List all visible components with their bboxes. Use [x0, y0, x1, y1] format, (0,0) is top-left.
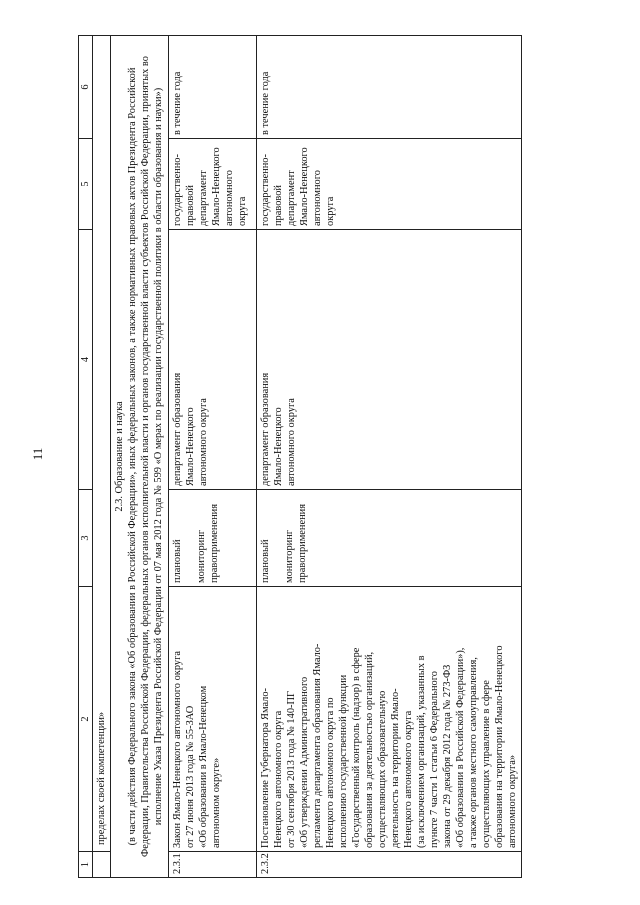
legal-act-cell [169, 587, 257, 852]
column-number: 1 [79, 852, 93, 878]
responsible-line: автономного округа [198, 398, 209, 486]
legal-act-line: «Государственный контроль (надзор) в сфере [351, 647, 362, 848]
co-executor-line: государственно- [260, 154, 271, 226]
blank-line [272, 493, 283, 583]
monitoring-type-line: плановый [260, 539, 271, 583]
co-executor-line: департамент [286, 170, 297, 226]
monitoring-type-line: мониторинг [284, 529, 295, 583]
co-executor-line: департамент [198, 170, 209, 226]
legal-act-line: Постановление Губернатора Ямало- [260, 687, 271, 848]
co-executor-line: правовой [185, 185, 196, 226]
responsible-line: автономного округа [286, 398, 297, 486]
co-executor-line: Ямало-Ненецкого [211, 147, 222, 226]
legal-act-line: образования за деятельностью организаций, [364, 651, 375, 848]
legal-act-line: образования на территории Ямало-Ненецкого [494, 645, 505, 848]
column-number: 6 [79, 36, 93, 139]
legal-act-line: пункте 7 части 1 статьи 6 Федерального [429, 671, 440, 848]
monitoring-type-line: правоприменения [209, 504, 220, 583]
legal-act-line: осуществляющих образовательную [377, 690, 388, 848]
monitoring-type-line: плановый [172, 539, 183, 583]
co-executor-cell [169, 139, 257, 230]
co-executor-line: автономного [224, 170, 235, 226]
monitoring-plan-table [78, 35, 522, 878]
legal-act-line: Ненецкого автономного округа [273, 710, 284, 848]
page-number: 11 [30, 447, 45, 461]
row-number: 2.3.1 [169, 852, 257, 878]
legal-act-line: Ненецкого автономного округа по [325, 697, 336, 848]
legal-act-line: закона от 29 декабря 2012 года № 273-ФЗ [442, 664, 453, 848]
legal-act-line: от 30 сентября 2013 года № 140-ПГ [286, 691, 297, 848]
table-row [257, 36, 522, 878]
legal-act-line: деятельность на территории Ямало- [390, 688, 401, 848]
column-number: 2 [79, 587, 93, 852]
rotated-landscape-page [78, 36, 624, 878]
legal-act-line: «Об образовании в Ямало-Ненецком [198, 685, 209, 848]
row-number: 2.3.2 [257, 852, 522, 878]
column-number-row [79, 36, 93, 878]
column-number: 5 [79, 139, 93, 230]
blank-line [184, 493, 195, 583]
legal-act-line: Ненецкого автономного округа [403, 710, 414, 848]
responsible-line: департамент образования [260, 372, 271, 486]
table-row [169, 36, 257, 878]
legal-act-line: автономном округе» [211, 757, 222, 848]
section-description: (в части действия Федерального закона «Об образовании в Российской Федерации», иных федеральных законов, а также нормативных правовых актов Президента Российской Федерации, Правительства Российской Федерации, федеральных органов исполнительной власти и органов государственной власти субъектов Российской Федерации, принятых во исполнение Указа Президента Российской Федерации от 07 мая 2012 года № 599 «О мерах по реализации государственной политики в области образования и науки») [127, 56, 164, 857]
monitoring-type-line: правоприменения [297, 504, 308, 583]
legal-act-line: «Об утверждении Административного [299, 676, 310, 848]
section-row [111, 36, 169, 878]
legal-act-line: Закон Ямало-Ненецкого автономного округа [172, 651, 183, 848]
monitoring-type-cell [257, 490, 522, 587]
term-cell: в течение года [169, 36, 257, 139]
responsible-cell [257, 230, 522, 490]
legal-act-line: (за исключением организаций, указанных в [416, 655, 427, 848]
column-number: 4 [79, 230, 93, 490]
monitoring-type-line: мониторинг [196, 529, 207, 583]
co-executor-line: государственно- [172, 154, 183, 226]
co-executor-line: Ямало-Ненецкого [299, 147, 310, 226]
responsible-line: Ямало-Ненецкого [273, 407, 284, 486]
co-executor-line: автономного [312, 170, 323, 226]
section-heading [111, 36, 169, 878]
co-executor-line: правовой [273, 185, 284, 226]
legal-act-line: осуществляющих управление в сфере [481, 680, 492, 848]
co-executor-line: округа [237, 196, 248, 226]
empty-cell [93, 852, 111, 878]
co-executor-cell [257, 139, 522, 230]
term-cell: в течение года [257, 36, 522, 139]
column-number: 3 [79, 490, 93, 587]
co-executor-line: округа [325, 196, 336, 226]
legal-act-line: регламента департамента образования Ямало- [312, 643, 323, 848]
legal-act-line: автономного округа» [507, 754, 518, 848]
legal-act-line: а также органов местного самоуправления, [468, 657, 479, 848]
legal-act-line: «Об образовании в Российской Федерации»), [455, 647, 466, 848]
monitoring-type-cell [169, 490, 257, 587]
legal-act-line: от 27 июня 2013 года № 55-ЗАО [185, 705, 196, 848]
carry-over-text: пределах своей компетенции» [93, 36, 111, 852]
responsible-line: Ямало-Ненецкого [185, 407, 196, 486]
section-title: 2.3. Образование и наука [114, 401, 125, 512]
carry-over-row [93, 36, 111, 878]
responsible-cell [169, 230, 257, 490]
legal-act-cell [257, 587, 522, 852]
responsible-line: департамент образования [172, 372, 183, 486]
legal-act-line: исполнению государственной функции [338, 674, 349, 848]
